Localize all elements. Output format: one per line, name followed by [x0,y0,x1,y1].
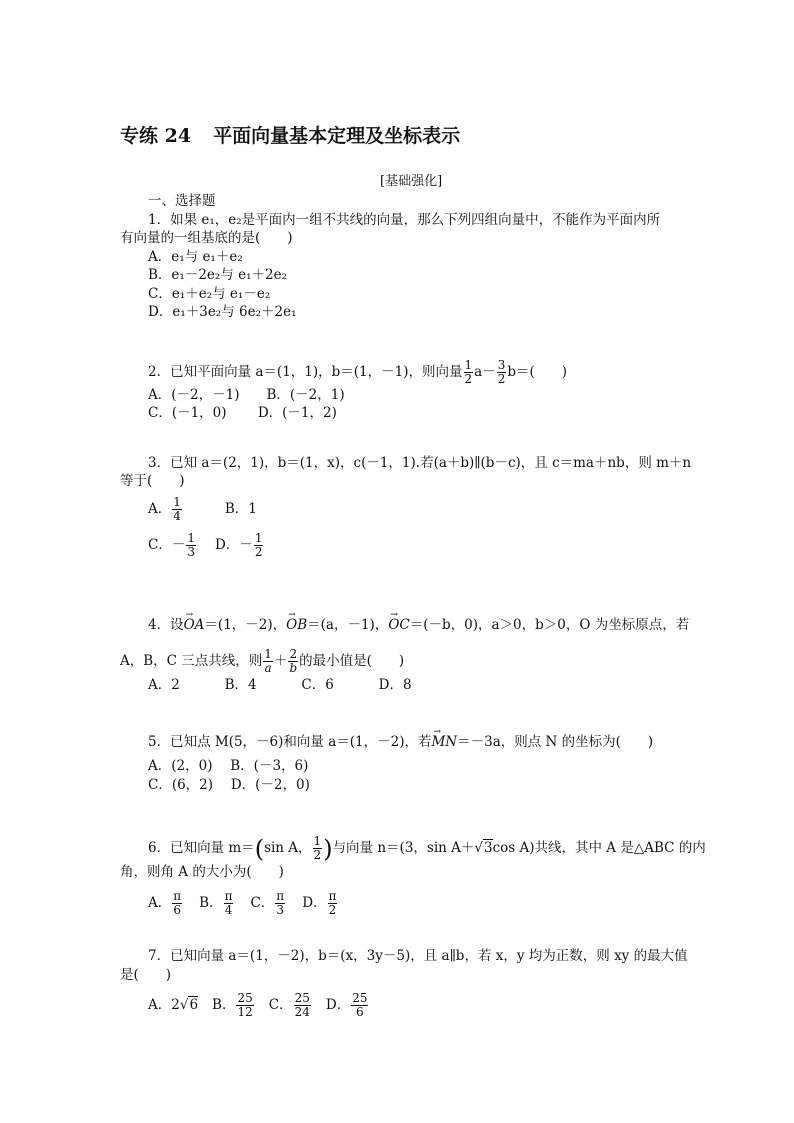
q5-p1: 5．已知点 M(5，－6)和向量 a＝(1，－2)，若 [148,734,432,750]
q5-p2: ＝－3a，则点 N 的坐标为( ) [457,734,654,750]
q2-frac2-num: 3 [497,358,506,372]
q6-a-frac [172,890,182,917]
q3-option-b: B．1 [224,501,257,517]
q5-stem [148,733,653,751]
q3-options-row1 [148,496,257,523]
q1-line1: 1．如果 e₁，e₂是平面内一组不共线的向量，那么下列四组向量中，不能作为平面内所 [148,212,661,228]
q7-c-num: 25 [294,991,310,1005]
q7-b-den: 12 [237,1005,253,1019]
q2-stem [148,359,567,386]
page-title [120,124,460,148]
q3-option-a-label: A． [148,501,172,517]
q4-f2-num: 2 [289,647,298,661]
q6-c-num: π [276,889,285,903]
q4-p1: 4．设 [148,617,184,633]
q4-l2-pre: A，B，C 三点共线，则 [120,653,263,669]
q6-frac-den: 2 [313,848,322,862]
q2-options-row2: C．(－1，0) D．(－1，2) [148,405,337,421]
q3-option-d-label: D．－ [214,537,253,553]
q6-line2: 角，则角 A 的大小为( ) [120,864,284,880]
q6-sqrt-value: 3 [484,840,493,856]
q6-option-b-label: B． [199,895,223,911]
q6-p2: 与向量 n＝(3，sin A＋ [332,840,475,856]
q1-option-c: C．e₁＋e₂与 e₁－e₂ [148,286,271,302]
q4-line2 [120,648,404,675]
q2-frac1-den: 2 [464,372,473,386]
q3-option-c-label: C．－ [148,537,186,553]
q6-d-num: π [328,889,337,903]
q7-d-frac [351,992,368,1019]
q3-line1: 3．已知 a＝(2，1)，b＝(1，x)，c(－1，1).若(a＋b)∥(b－c)，且 c＝ma＋nb，则 m＋n [148,455,692,471]
q3-options-row2 [148,532,264,559]
vector-ob: → OB [286,616,307,634]
q3-option-c-frac [186,532,196,559]
q6-frac [313,835,323,862]
q6-line1 [148,835,706,862]
q7-option-d-label: D． [325,997,351,1013]
q6-c-den: 3 [276,903,285,917]
q4-options: A．2 B．4 C．6 D．8 [148,677,412,693]
q2-stem-mid: a－ [474,364,496,380]
q6-inner: sin A， [264,840,312,856]
title-prefix: 专练 24 [120,125,192,147]
q3-d-den: 2 [254,545,263,559]
q4-plus: ＋ [273,653,288,669]
q3-c-den: 3 [187,545,195,559]
q6-a-den: 6 [173,903,182,917]
q6-left-paren: ( [254,834,265,863]
q3-a-num: 1 [173,495,181,509]
q4-l2-post: 的最小值是( ) [299,653,405,669]
q2-stem-pre: 2．已知平面向量 a＝(1，1)，b＝(1，－1)，则向量 [148,364,463,380]
q7-option-b-label: B． [212,997,236,1013]
q6-c-frac [275,890,285,917]
q2-frac1-num: 1 [464,358,473,372]
q1-option-a: A．e₁与 e₁＋e₂ [148,249,243,265]
q4-f1-den: a [264,661,272,675]
vector-oc: → OC [388,616,409,634]
q2-stem-post: b＝( ) [507,364,568,380]
q6-b-den: 4 [224,903,233,917]
q7-option-c-label: C． [268,997,293,1013]
q4-line1 [148,616,689,634]
q7-c-den: 24 [294,1005,310,1019]
q1-option-d: D．e₁＋3e₂与 6e₂＋2e₁ [148,304,297,320]
q7-a-sqrt-value: 6 [189,997,199,1013]
q4-p3: ＝(a，－1)， [307,617,389,633]
q6-d-frac [328,890,338,917]
q6-b-num: π [224,889,233,903]
q7-line1: 7．已知向量 a＝(1，－2)，b＝(x，3y－5)，且 a∥b，若 x，y 均为正数，则 xy 的最大值 [148,948,688,964]
q7-d-den: 6 [356,1005,364,1019]
sqrt-sign: √ [474,840,483,856]
q6-options [148,890,338,917]
q7-options [148,992,369,1019]
vector-oa: → OA [184,616,205,634]
q7-option-a-label: A．2 [148,997,180,1013]
q1-option-b: B．e₁－2e₂与 e₁＋2e₂ [148,267,287,283]
q3-option-d-frac [254,532,264,559]
q4-frac1 [263,648,273,675]
q6-p1: 6．已知向量 m＝ [148,840,255,856]
q4-p2: ＝(1，－2)， [204,617,287,633]
q2-frac2 [497,359,507,386]
title-main: 平面向量基本定理及坐标表示 [213,125,461,147]
sqrt-sign: √ [179,997,189,1013]
q3-d-num: 1 [254,531,263,545]
q6-right-paren: ) [323,834,333,863]
subtitle: [基础强化] [380,174,443,189]
q3-option-a-frac [172,496,182,523]
q5-options-row2: C．(6，2) D．(－2，0) [148,777,310,793]
q6-option-a-label: A． [148,895,172,911]
q2-frac2-den: 2 [497,372,506,386]
q3-a-den: 4 [173,509,181,523]
q6-frac-num: 1 [313,834,322,848]
q4-p4: ＝(－b，0)，a＞0，b＞0，O 为坐标原点，若 [409,617,690,633]
q7-b-frac [236,992,253,1019]
q4-f2-den: b [289,661,298,675]
q7-b-num: 25 [237,991,253,1005]
q5-options-row1: A．(2，0) B．(－3，6) [148,758,309,774]
q6-option-d-label: D． [302,895,327,911]
section-heading: 一、选择题 [148,193,216,209]
q6-option-c-label: C． [250,895,275,911]
q2-options-row1: A．(－2，－1) B．(－2，1) [148,387,345,403]
q7-c-frac [294,992,311,1019]
q3-line2: 等于( ) [120,473,185,489]
q4-frac2 [288,648,298,675]
q1-line2: 有向量的一组基底的是( ) [120,230,293,246]
q6-p3: cos A)共线，其中 A 是△ABC 的内 [492,840,706,856]
q7-line2: 是( ) [120,967,172,983]
q6-d-den: 2 [328,903,337,917]
q4-f1-num: 1 [264,647,272,661]
q2-frac1 [464,359,474,386]
q6-b-frac [224,890,234,917]
q3-c-num: 1 [187,531,195,545]
q7-d-num: 25 [352,991,368,1005]
vector-mn: → MN [431,733,457,751]
q6-a-num: π [173,889,182,903]
